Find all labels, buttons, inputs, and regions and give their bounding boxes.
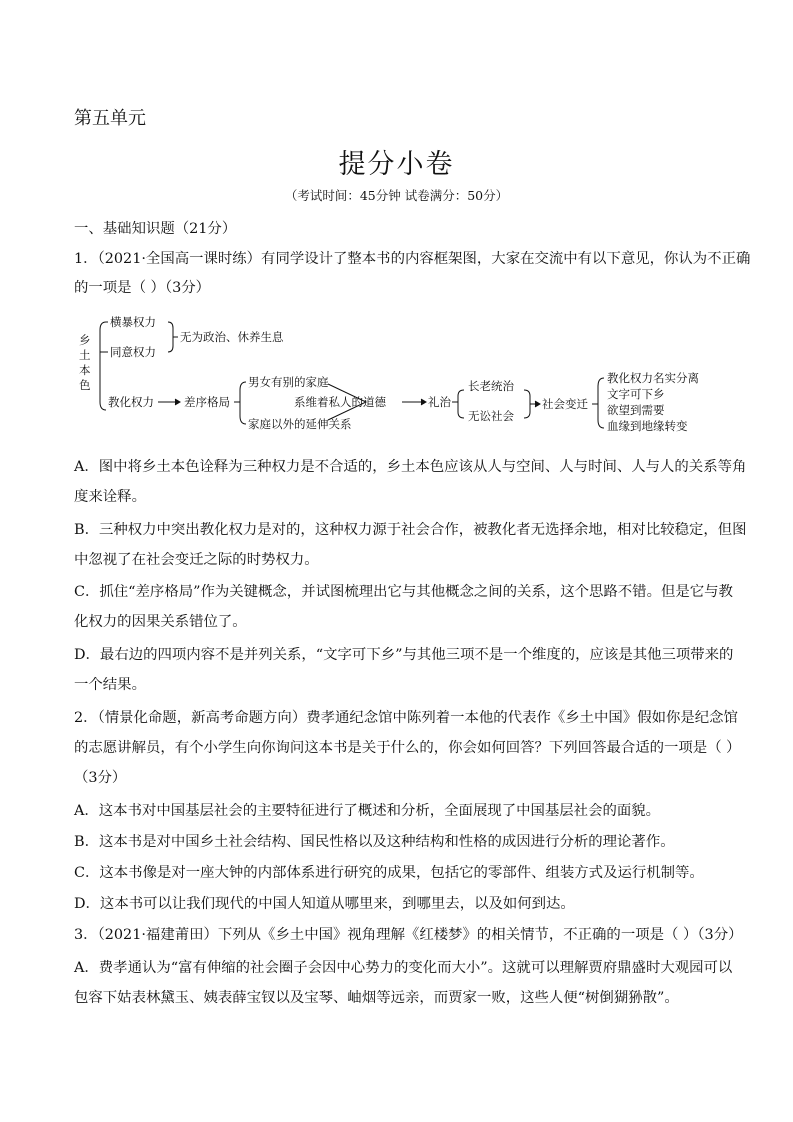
root-brace xyxy=(100,322,106,410)
node-zhanglao: 长老统治 xyxy=(468,379,514,393)
q2-option-b: B．这本书是对中国乡土社会结构、国民性格以及这种结构和性格的成因进行分析的理论著作。 xyxy=(74,834,675,850)
node-extended-relations: 家庭以外的延伸关系 xyxy=(248,417,352,431)
node-jiaohua-power: 教化权力 xyxy=(108,395,154,409)
node-result-2: 文字可下乡 xyxy=(607,387,665,401)
node-result-1: 教化权力名实分离 xyxy=(607,371,699,385)
node-private-morality: 系维着私人的道德 xyxy=(294,395,386,409)
question-2-stem-cont: 的志愿讲解员，有个小学生向你询问这本书是关于什么的，你会如何回答？下列回答最合适的一项是（ ） xyxy=(74,740,741,756)
q1-option-c-cont: 化权力的因果关系错位了。 xyxy=(74,614,247,630)
q1-option-d: D．最右边的四项内容不是并列关系，“文字可下乡”与其他三项不是一个维度的，应该是其他三项带来的 xyxy=(74,647,734,663)
q3-option-a-cont: 包容下姑表林黛玉、姨表薛宝钗以及宝琴、岫烟等远亲，而贾家一败，这些人便“树倒猢狲散”。 xyxy=(74,990,679,1006)
node-wuwei-politics: 无为政治、休养生息 xyxy=(180,330,284,344)
question-3-stem: 3．（2021·福建莆田）下列从《乡土中国》视角理解《红楼梦》的相关情节，不正确的一项是（ ）（3分） xyxy=(74,927,743,943)
q1-option-c: C．抓住“差序格局”作为关键概念，并试图梳理出它与其他概念之间的关系，这个思路不错。但是它与教 xyxy=(74,584,733,600)
chaxu-brace xyxy=(240,382,246,424)
question-1-stem-cont: 的一项是（ ）（3分） xyxy=(74,280,211,296)
node-chaxu-geju: 差序格局 xyxy=(184,395,230,409)
q1-option-d-cont: 一个结果。 xyxy=(74,677,146,693)
q2-option-c: C．这本书像是对一座大钟的内部体系进行研究的成果，包括它的零部件、组装方式及运行机制等。 xyxy=(74,865,704,881)
q2-option-a: A．这本书对中国基层社会的主要特征进行了概述和分析，全面展现了中国基层社会的面貌。 xyxy=(74,803,661,819)
question-2-score: （3分） xyxy=(74,770,127,786)
node-lizhi: 礼治 xyxy=(428,395,451,409)
node-hengbao-power: 横暴权力 xyxy=(110,315,156,329)
power-brace xyxy=(168,322,173,352)
root-char-3: 本 xyxy=(79,363,91,377)
lizhi-brace xyxy=(458,390,464,418)
node-wusong: 无讼社会 xyxy=(468,409,514,423)
unit-label: 第五单元 xyxy=(74,108,146,129)
q1-option-b-cont: 中忽视了在社会变迁之际的时势权力。 xyxy=(74,552,319,568)
q3-option-a: A．费孝通认为“富有伸缩的社会圈子会因中心势力的变化而大小”。这就可以理解贾府鼎盛时大观园可以 xyxy=(74,960,733,976)
exam-info: （考试时间：45分钟 试卷满分：50分） xyxy=(284,188,509,203)
question-1-stem: 1．（2021·全国高一课时练）有同学设计了整本书的内容框架图，大家在交流中有以下意见，你认为不正确 xyxy=(74,251,751,267)
root-char-4: 色 xyxy=(79,378,91,392)
q2-option-d: D．这本书可以让我们现代的中国人知道从哪里来，到哪里去，以及如何到达。 xyxy=(74,896,575,912)
content-framework-diagram xyxy=(76,308,716,438)
question-2-stem: 2．（情景化命题，新高考命题方向）费孝通纪念馆中陈列着一本他的代表作《乡土中国》假如你是纪念馆 xyxy=(74,710,738,726)
q1-option-a-cont: 度来诠释。 xyxy=(74,489,146,505)
node-social-change: 社会变迁 xyxy=(542,397,588,411)
node-nannv-family: 男女有别的家庭 xyxy=(248,375,329,389)
node-tongyi-power: 同意权力 xyxy=(110,345,156,359)
root-char-1: 乡 xyxy=(79,333,91,347)
zhanglao-brace xyxy=(524,390,530,418)
framework-svg xyxy=(76,308,716,438)
bianqian-brace xyxy=(598,378,604,428)
root-char-2: 土 xyxy=(79,348,91,362)
page-title: 提分小卷 xyxy=(338,149,455,180)
node-result-3: 欲望到需要 xyxy=(607,403,665,417)
section-heading: 一、基础知识题（21分） xyxy=(74,221,237,237)
q1-option-a: A．图中将乡土本色诠释为三种权力是不合适的，乡土本色应该从人与空间、人与时间、人与人的关系等角 xyxy=(74,459,747,475)
q1-option-b: B．三种权力中突出教化权力是对的，这种权力源于社会合作，被教化者无选择余地，相对比较稳定，但图 xyxy=(74,522,747,538)
node-result-4: 血缘到地缘转变 xyxy=(607,419,688,433)
